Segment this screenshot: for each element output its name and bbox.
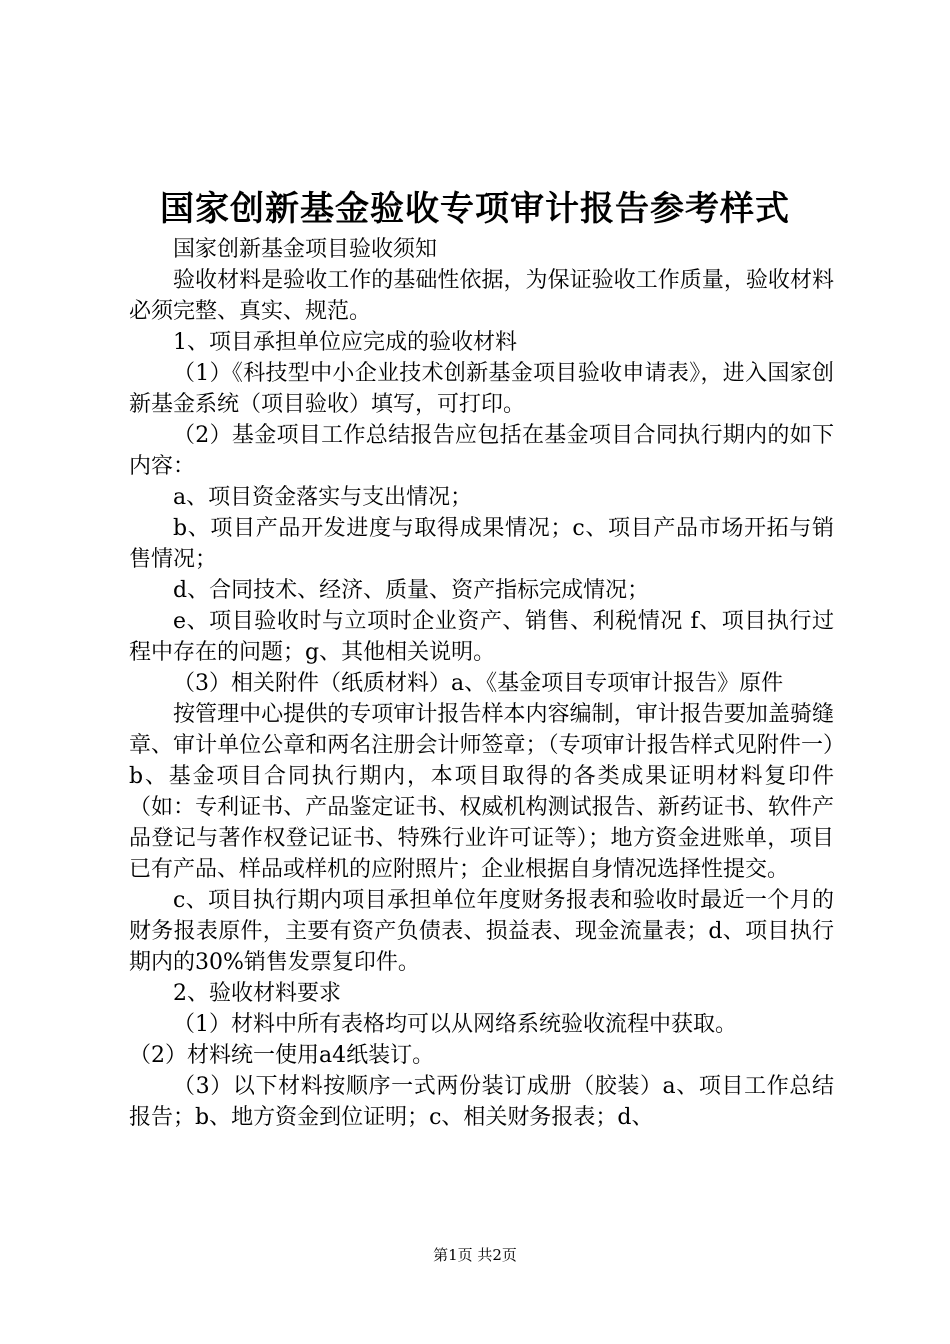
paragraph: （3）以下材料按顺序一式两份装订成册（胶装）a、项目工作总结报告；b、地方资金到位证明；c、相关财务报表；d、 [129, 1074, 834, 1130]
paragraph: （2）材料统一使用a4纸装订。 [129, 1043, 435, 1068]
paragraph: c、项目执行期内项目承担单位年度财务报表和验收时最近一个月的财务报表原件，主要有资产负债表、损益表、现金流量表；d、项目执行期内的30%销售发票复印件。 [129, 888, 834, 975]
paragraph: d、合同技术、经济、质量、资产指标完成情况； [173, 578, 650, 603]
paragraph: b、项目产品开发进度与取得成果情况；c、项目产品市场开拓与销售情况； [129, 516, 834, 572]
paragraph: a、项目资金落实与支出情况； [173, 485, 473, 510]
paragraph: （1）材料中所有表格均可以从网络系统验收流程中获取。 [173, 1012, 737, 1037]
paragraph: 验收材料是验收工作的基础性依据，为保证验收工作质量，验收材料必须完整、真实、规范。 [129, 268, 834, 324]
paragraph: （2）基金项目工作总结报告应包括在基金项目合同执行期内的如下内容： [129, 423, 834, 479]
paragraph: （1）《科技型中小企业技术创新基金项目验收申请表》，进入国家创新基金系统（项目验收）填写，可打印。 [129, 361, 834, 417]
paragraph: 按管理中心提供的专项审计报告样本内容编制，审计报告要加盖骑缝章、审计单位公章和两名注册会计师签章；（专项审计报告样式见附件一）b、基金项目合同执行期内，本项目取得的各类成果证明材料复印件（如：专利证书、产品鉴定证书、权威机构测试报告、新药证书、软件产品登记与著作权登记证书、特殊行业许可证等）；地方资金进账单，项目已有产品、样品或样机的应附照片；企业根据自身情况选择性提交。 [129, 702, 834, 882]
document-title: 国家创新基金验收专项审计报告参考样式 [160, 189, 790, 229]
page-number-footer: 第1页 共2页 [433, 1246, 517, 1264]
paragraph: 2、验收材料要求 [173, 981, 341, 1006]
paragraph: 国家创新基金项目验收须知 [173, 237, 438, 262]
paragraph: e、项目验收时与立项时企业资产、销售、利税情况 f、项目执行过程中存在的问题；g、其他相关说明。 [129, 609, 834, 665]
document-body [129, 234, 834, 1133]
paragraph: （3）相关附件（纸质材料）a、《基金项目专项审计报告》原件 [173, 671, 784, 696]
paragraph: 1、项目承担单位应完成的验收材料 [173, 330, 517, 355]
